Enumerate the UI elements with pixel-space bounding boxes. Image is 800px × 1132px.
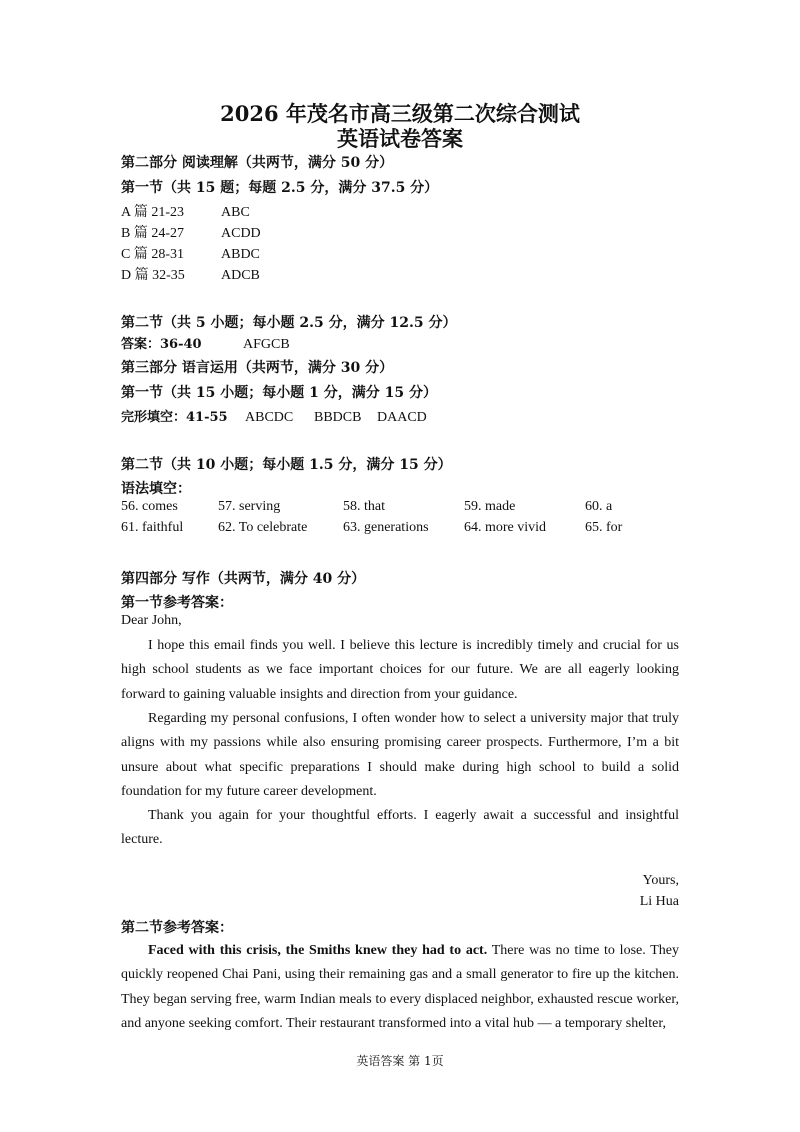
- letter-signature: Li Hua: [639, 894, 679, 909]
- grammar-answer: 61. faithful: [121, 520, 184, 535]
- letter-closing: Yours,: [642, 873, 679, 888]
- grammar-answer: 59. made: [464, 499, 516, 514]
- reading-row-label: B 篇 24-27: [121, 226, 184, 241]
- cloze-answer-group: DAACD: [377, 410, 427, 425]
- reading-row: [121, 201, 250, 221]
- reading-row-answer: ABC: [221, 205, 250, 220]
- part4-sec2-heading: 第二节参考答案：: [121, 920, 233, 936]
- grammar-answer: 58. that: [343, 499, 385, 514]
- page-footer: 英语答案 第 1页: [356, 1054, 444, 1068]
- grammar-answer: 57. serving: [218, 499, 281, 514]
- continuation-bold-sentence: Faced with this crisis, the Smiths knew they had to act.: [148, 943, 488, 958]
- reading-row-answer: ADCB: [221, 268, 260, 283]
- reading-row-label: C 篇 28-31: [121, 247, 184, 262]
- part4-sec1-heading: 第一节参考答案：: [121, 595, 233, 611]
- cloze-answer-group: ABCDC: [245, 410, 294, 425]
- exam-title: 2026 年茂名市高三级第二次综合测试: [220, 101, 580, 126]
- grammar-answer: 56. comes: [121, 499, 178, 514]
- grammar-answer: 64. more vivid: [464, 520, 547, 535]
- part3-heading: 第三部分 语言运用（共两节，满分 30 分）: [121, 360, 394, 376]
- cloze-row: [121, 406, 427, 426]
- continuation-text: There was no time to lose. They quickly reopened Chai Pani, using their remaining gas and a small generator to fire up the kitchen. They began serving free, warm Indian meals to every displaced neighbor, exhausted rescue worker, and anyone seeking comfort. Their restaurant transformed into a vital hub — a temporary shelter,: [121, 943, 679, 1031]
- letter-salutation: Dear John,: [121, 613, 182, 628]
- answer-subtitle: 英语试卷答案: [337, 126, 463, 151]
- part4-heading: 第四部分 写作（共两节，满分 40 分）: [121, 571, 366, 587]
- sec2-answer-row: [121, 333, 290, 353]
- part3-sec1-heading: 第一节（共 15 小题；每小题 1 分，满分 15 分）: [121, 385, 437, 401]
- grammar-answer: 65. for: [585, 520, 623, 535]
- reading-row-answer: ABDC: [221, 247, 260, 262]
- letter-paragraph: I hope this email finds you well. I believe this lecture is incredibly timely and crucial for us high school students as we face important choices for our future. We are all eagerly looking forward to gaining valuable insights and direction from your guidance.: [121, 638, 679, 702]
- part2-sec1-heading: 第一节（共 15 题；每题 2.5 分，满分 37.5 分）: [121, 180, 439, 196]
- reading-row-answer: ACDD: [221, 226, 261, 241]
- letter-paragraph: Thank you again for your thoughtful efforts. I eagerly await a successful and insightful lecture.: [121, 808, 679, 848]
- continuation-paragraph: [121, 939, 679, 1036]
- part2-sec2-heading: 第二节（共 5 小题；每小题 2.5 分，满分 12.5 分）: [121, 315, 457, 331]
- sec2-answer-value: AFGCB: [243, 337, 290, 352]
- reading-row-label: D 篇 32-35: [121, 268, 185, 283]
- cloze-label: 完形填空：41-55: [121, 410, 228, 425]
- part2-heading: 第二部分 阅读理解（共两节，满分 50 分）: [121, 155, 394, 171]
- grammar-answer: 62. To celebrate: [218, 520, 308, 535]
- reading-row-label: A 篇 21-23: [121, 205, 184, 220]
- grammar-label: 语法填空：: [121, 481, 191, 497]
- grammar-answer: 60. a: [585, 499, 613, 514]
- reading-row: [121, 222, 261, 242]
- cloze-answer-group: BBDCB: [314, 410, 362, 425]
- grammar-answer: 63. generations: [343, 520, 429, 535]
- sec2-answer-label: 答案：36-40: [121, 337, 202, 352]
- letter-paragraph: Regarding my personal confusions, I often wonder how to select a university major that truly aligns with my passions while also ensuring promising career prospects. Furthermore, I’m a bit unsure about what specific preparations I should make during high school to build a solid foundation for my future career development.: [121, 711, 679, 799]
- part3-sec2-heading: 第二节（共 10 小题；每小题 1.5 分，满分 15 分）: [121, 457, 452, 473]
- reading-row: [121, 264, 260, 284]
- reading-row: [121, 243, 260, 263]
